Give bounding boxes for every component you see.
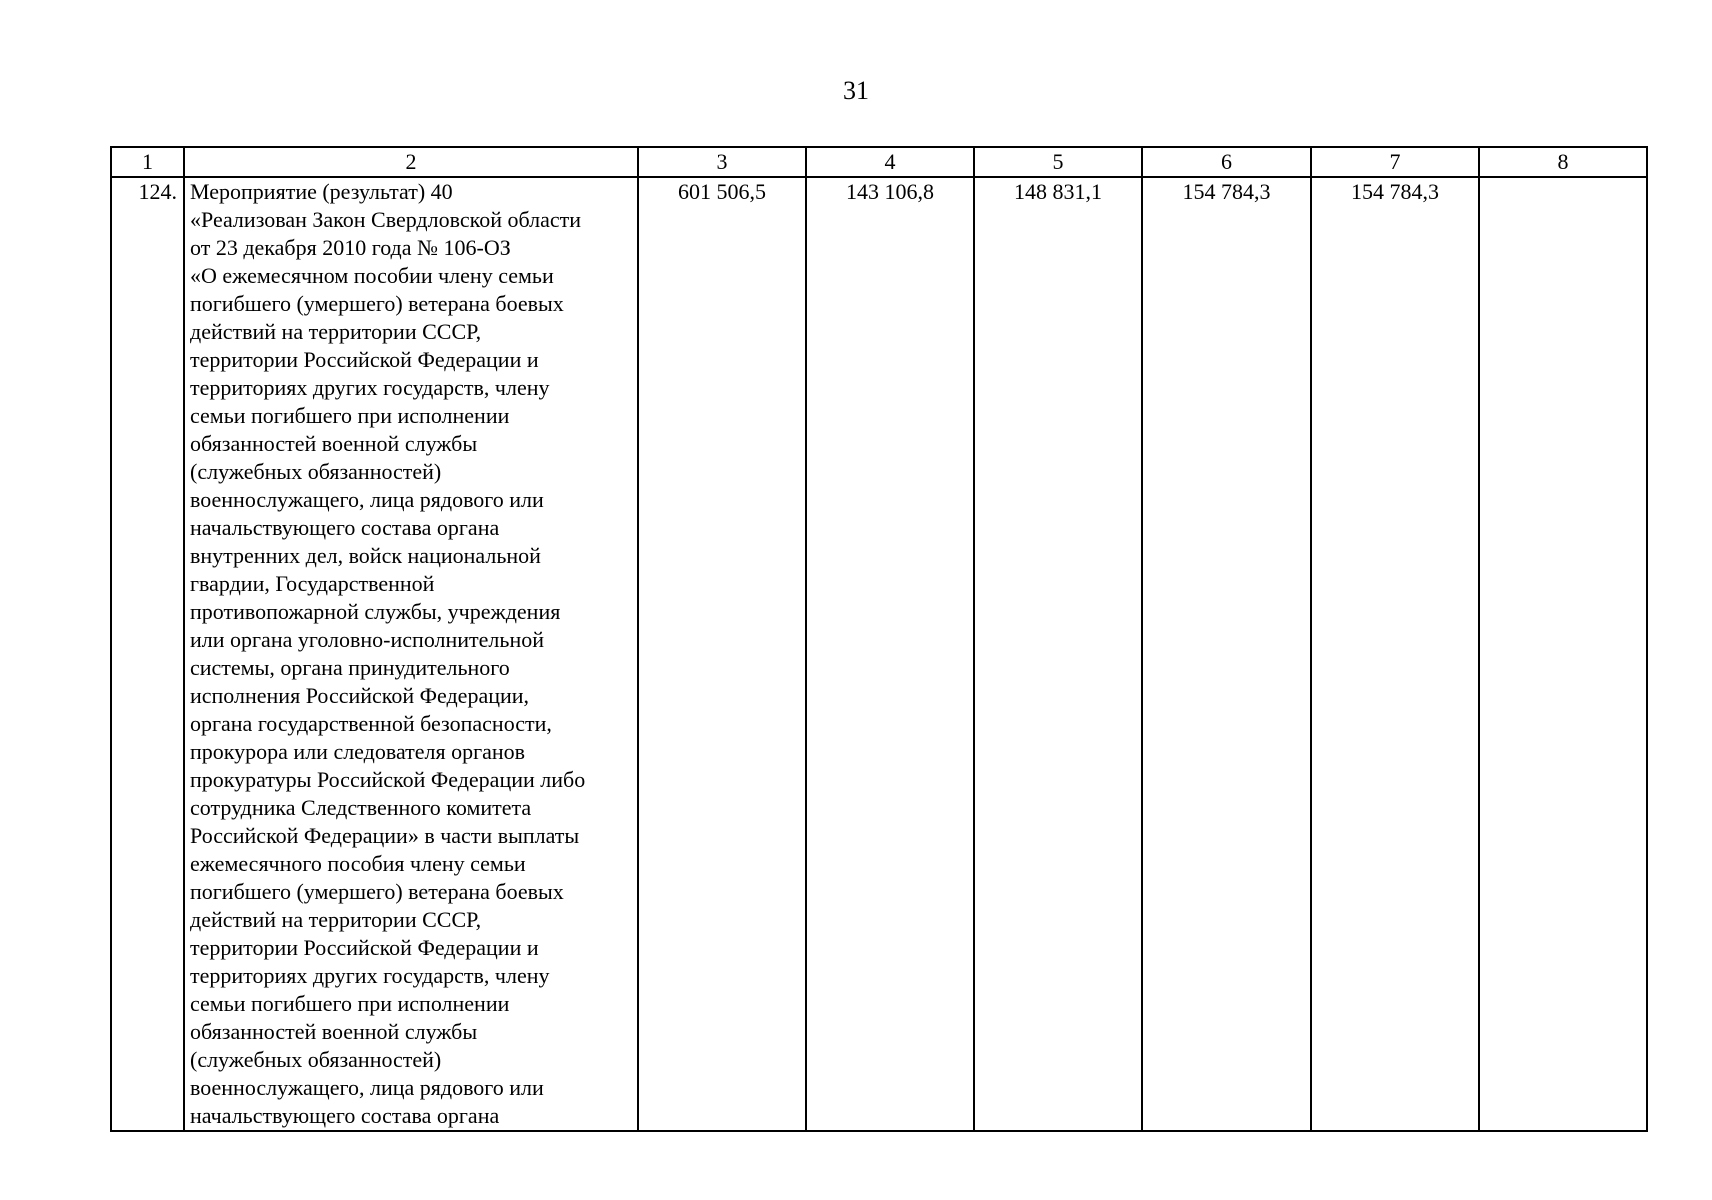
column-header-6: 6: [1142, 147, 1311, 177]
description-line: военнослужащего, лица рядового или: [190, 1075, 544, 1100]
description-line: погибшего (умершего) ветерана боевых: [190, 879, 564, 904]
description-line: прокурора или следователя органов: [190, 739, 526, 764]
page-number: 31: [843, 76, 869, 105]
row-number: 124.: [111, 177, 184, 1131]
table-row: [111, 177, 1647, 1131]
cell-col-5: 148 831,1: [974, 177, 1142, 1131]
description-line: обязанностей военной службы: [190, 1019, 478, 1044]
description-line: или органа уголовно-исполнительной: [190, 627, 544, 652]
description-line: семьи погибшего при исполнении: [190, 403, 510, 428]
column-header-8: 8: [1479, 147, 1647, 177]
description-line: «О ежемесячном пособии члену семьи: [190, 263, 554, 288]
description-line: органа государственной безопасности,: [190, 711, 552, 736]
description-line: (служебных обязанностей): [190, 459, 442, 484]
cell-col-4: 143 106,8: [806, 177, 974, 1131]
cell-col-3: 601 506,5: [638, 177, 806, 1131]
description-line: действий на территории СССР,: [190, 907, 482, 932]
column-header-5: 5: [974, 147, 1142, 177]
description-line: обязанностей военной службы: [190, 431, 478, 456]
description-line: внутренних дел, войск национальной: [190, 543, 541, 568]
description-line: исполнения Российской Федерации,: [190, 683, 530, 708]
description-line: начальствующего состава органа: [190, 1103, 500, 1128]
description-line: территориях других государств, члену: [190, 963, 550, 988]
description-line: от 23 декабря 2010 года № 106-ОЗ: [190, 235, 511, 260]
description-line: территории Российской Федерации и: [190, 935, 539, 960]
description-line: Российской Федерации» в части выплаты: [190, 823, 580, 848]
description-line: (служебных обязанностей): [190, 1047, 442, 1072]
column-header-4: 4: [806, 147, 974, 177]
column-header-3: 3: [638, 147, 806, 177]
description-line: Мероприятие (результат) 40: [190, 179, 453, 204]
cell-col-6: 154 784,3: [1142, 177, 1311, 1131]
description-line: территориях других государств, члену: [190, 375, 550, 400]
description-line: гвардии, Государственной: [190, 571, 435, 596]
description-line: территории Российской Федерации и: [190, 347, 539, 372]
cell-col-7: 154 784,3: [1311, 177, 1479, 1131]
row-description: [184, 177, 638, 1131]
description-line: военнослужащего, лица рядового или: [190, 487, 544, 512]
budget-table: [110, 146, 1648, 1132]
column-header-1: 1: [111, 147, 184, 177]
description-line: начальствующего состава органа: [190, 515, 500, 540]
description-line: погибшего (умершего) ветерана боевых: [190, 291, 564, 316]
description-line: системы, органа принудительного: [190, 655, 510, 680]
description-line: семьи погибшего при исполнении: [190, 991, 510, 1016]
description-line: ежемесячного пособия члену семьи: [190, 851, 526, 876]
column-header-2: 2: [184, 147, 638, 177]
column-header-7: 7: [1311, 147, 1479, 177]
header-row: [111, 147, 1647, 177]
cell-col-8: [1479, 177, 1647, 1131]
description-line: прокуратуры Российской Федерации либо: [190, 767, 586, 792]
description-line: противопожарной службы, учреждения: [190, 599, 561, 624]
description-line: «Реализован Закон Свердловской области: [190, 207, 582, 232]
description-line: действий на территории СССР,: [190, 319, 482, 344]
description-line: сотрудника Следственного комитета: [190, 795, 532, 820]
